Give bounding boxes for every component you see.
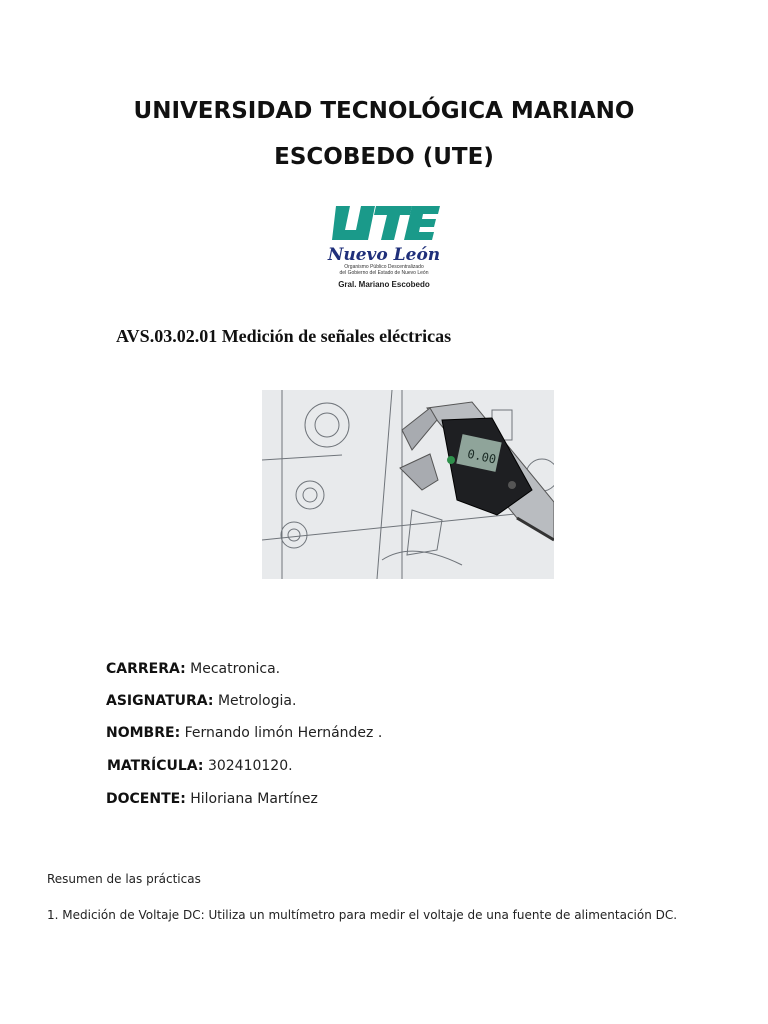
carrera-value: Mecatronica. — [190, 661, 281, 677]
logo-line1: Organismo Público Descentralizado — [344, 264, 424, 270]
info-nombre — [106, 725, 382, 741]
asignatura-value: Metrologia. — [217, 693, 297, 709]
caliper-photo — [262, 390, 554, 579]
caliper-blueprint-icon — [262, 390, 554, 579]
info-matricula — [107, 758, 293, 774]
svg-text:0.00: 0.00 — [466, 446, 498, 467]
info-carrera — [106, 661, 280, 677]
nombre-value: Fernando limón Hernández . — [184, 725, 383, 741]
info-asignatura — [106, 693, 296, 709]
logo-script-text: Nuevo León — [327, 245, 441, 265]
logo-line2: del Gobierno del Estado de Nuevo León — [339, 270, 429, 276]
carrera-label: CARRERA: — [106, 661, 186, 677]
summary-item-1: 1. Medición de Voltaje DC: Utiliza un multímetro para medir el voltaje de una fuente de alimentación DC. — [47, 908, 678, 922]
page-title-line2: ESCOBEDO (UTE) — [274, 144, 494, 170]
docente-value: Hiloriana Martínez — [190, 791, 318, 807]
matricula-label: MATRÍCULA: — [107, 758, 204, 774]
page-title-line1: UNIVERSIDAD TECNOLÓGICA MARIANO — [133, 98, 635, 124]
university-logo — [326, 200, 442, 296]
page-title — [0, 88, 768, 180]
summary-heading: Resumen de las prácticas — [47, 872, 201, 886]
matricula-value: 302410120. — [207, 758, 293, 774]
nombre-label: NOMBRE: — [106, 725, 181, 741]
logo-campus: Gral. Mariano Escobedo — [338, 280, 430, 289]
subject-title: AVS.03.02.01 Medición de señales eléctricas — [116, 326, 452, 346]
asignatura-label: ASIGNATURA: — [106, 693, 214, 709]
info-docente — [106, 791, 318, 807]
docente-label: DOCENTE: — [106, 791, 186, 807]
